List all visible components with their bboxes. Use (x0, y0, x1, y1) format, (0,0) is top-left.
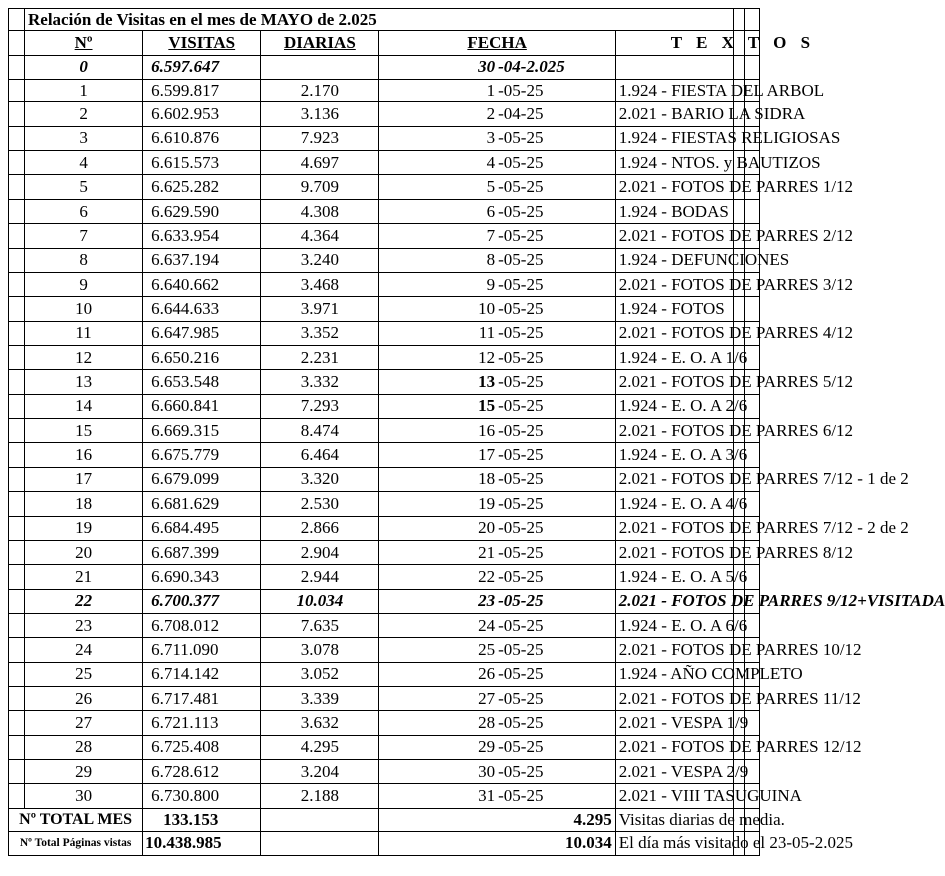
row-fecha: -05-25 (497, 662, 615, 686)
row-num: 13 (25, 370, 143, 394)
empty-cell (734, 199, 745, 223)
row-fecha: -05-25 (497, 175, 615, 199)
table-row (9, 613, 760, 637)
margin-cell (9, 443, 25, 467)
table-row (9, 151, 760, 175)
row-diarias: 3.339 (261, 687, 379, 711)
row-day: 24 (379, 613, 497, 637)
row-day: 20 (379, 516, 497, 540)
row-fecha: -05-25 (497, 443, 615, 467)
row-num: 2 (25, 102, 143, 126)
row-diarias: 3.352 (261, 321, 379, 345)
row-texto: 1.924 - BODAS (615, 199, 733, 223)
table-row (9, 394, 760, 418)
total-mes-row (9, 809, 760, 831)
row-diarias: 8.474 (261, 419, 379, 443)
row-fecha: -05-25 (497, 321, 615, 345)
row-visitas: 6.690.343 (143, 565, 261, 589)
row-visitas: 6.684.495 (143, 516, 261, 540)
margin-cell (9, 248, 25, 272)
row-texto: 2.021 - FOTOS DE PARRES 12/12 (615, 735, 733, 759)
margin-cell (9, 31, 25, 55)
row-texto: 1.924 - FIESTA DEL ARBOL (615, 80, 733, 102)
row-fecha: -04-25 (497, 102, 615, 126)
row-fecha: -05-25 (497, 467, 615, 491)
row-day: 28 (379, 711, 497, 735)
row-fecha: -05-25 (497, 151, 615, 175)
margin-cell (9, 565, 25, 589)
row-visitas: 6.640.662 (143, 272, 261, 296)
row-day: 23 (379, 589, 497, 613)
row-num: 20 (25, 540, 143, 564)
row-num: 28 (25, 735, 143, 759)
max-value: 10.034 (379, 831, 615, 855)
row-day: 8 (379, 248, 497, 272)
row-day: 21 (379, 540, 497, 564)
header-num: Nº (25, 31, 143, 55)
margin-cell (9, 516, 25, 540)
row-diarias: 2.530 (261, 492, 379, 516)
margin-cell (9, 297, 25, 321)
margin-cell (9, 711, 25, 735)
row-num: 19 (25, 516, 143, 540)
header-visitas: VISITAS (143, 31, 261, 55)
row-diarias: 9.709 (261, 175, 379, 199)
row-day: 1 (379, 80, 497, 102)
row-visitas: 6.714.142 (143, 662, 261, 686)
margin-cell (9, 735, 25, 759)
row-diarias: 3.332 (261, 370, 379, 394)
row-num: 12 (25, 346, 143, 370)
row-texto: 2.021 - FOTOS DE PARRES 11/12 (615, 687, 733, 711)
row-day: 15 (379, 394, 497, 418)
table-row (9, 492, 760, 516)
row-texto: 2.021 - FOTOS DE PARRES 1/12 (615, 175, 733, 199)
row-fecha: -05-25 (497, 516, 615, 540)
row-fecha: -05-25 (497, 540, 615, 564)
header-diarias: DIARIAS (261, 31, 379, 55)
header-textos: T E X T O S (615, 31, 733, 55)
row-visitas: 6.700.377 (143, 589, 261, 613)
margin-cell (9, 102, 25, 126)
row-num: 26 (25, 687, 143, 711)
margin-cell (9, 126, 25, 150)
empty-cell (734, 9, 745, 31)
row-num: 25 (25, 662, 143, 686)
table-row (9, 321, 760, 345)
row-visitas: 6.717.481 (143, 687, 261, 711)
row-day: 7 (379, 224, 497, 248)
row-num: 16 (25, 443, 143, 467)
row-visitas: 6.610.876 (143, 126, 261, 150)
table-row (9, 638, 760, 662)
row-visitas: 6.669.315 (143, 419, 261, 443)
row-day: 2 (379, 102, 497, 126)
row-texto: 2.021 - FOTOS DE PARRES 3/12 (615, 272, 733, 296)
row-fecha: -05-25 (497, 297, 615, 321)
row-texto: 2.021 - FOTOS DE PARRES 7/12 - 1 de 2 (615, 467, 733, 491)
row-texto: 1.924 - FIESTAS RELIGIOSAS (615, 126, 733, 150)
row-day: 10 (379, 297, 497, 321)
row-fecha: -05-25 (497, 613, 615, 637)
media-text: Visitas diarias de media. (615, 809, 733, 831)
row-num: 6 (25, 199, 143, 223)
table-row (9, 248, 760, 272)
row-texto: 1.924 - E. O. A 1/6 (615, 346, 733, 370)
row-fecha: -05-25 (497, 419, 615, 443)
row-visitas: 6.728.612 (143, 760, 261, 784)
table-row (9, 662, 760, 686)
row-texto: 2.021 - VESPA 1/9 (615, 711, 733, 735)
row-texto: 1.924 - AÑO COMPLETO (615, 662, 733, 686)
row-day: 11 (379, 321, 497, 345)
row-day: 4 (379, 151, 497, 175)
margin-cell (9, 784, 25, 809)
table-row (9, 516, 760, 540)
margin-cell (9, 662, 25, 686)
row-num: 15 (25, 419, 143, 443)
margin-cell (9, 321, 25, 345)
margin-cell (9, 589, 25, 613)
table-row (9, 175, 760, 199)
table-row (9, 687, 760, 711)
row-fecha: -05-25 (497, 370, 615, 394)
row-diarias: 7.293 (261, 394, 379, 418)
max-text: El día más visitado el 23-05-2.025 (615, 831, 733, 855)
header-row (9, 31, 760, 55)
row-day: 19 (379, 492, 497, 516)
margin-cell (9, 687, 25, 711)
row-diarias: 3.240 (261, 248, 379, 272)
row-fecha: -05-25 (497, 346, 615, 370)
row-diarias: 3.971 (261, 297, 379, 321)
table-row (9, 565, 760, 589)
table-row (9, 467, 760, 491)
row-num: 7 (25, 224, 143, 248)
row-day: 16 (379, 419, 497, 443)
margin-cell (9, 9, 25, 31)
row-diarias: 4.364 (261, 224, 379, 248)
row-visitas: 6.708.012 (143, 613, 261, 637)
row-day: 17 (379, 443, 497, 467)
row-num: 9 (25, 272, 143, 296)
row-diarias: 10.034 (261, 589, 379, 613)
row-num: 29 (25, 760, 143, 784)
row-diarias: 4.308 (261, 199, 379, 223)
row-texto: 2.021 - FOTOS DE PARRES 4/12 (615, 321, 733, 345)
margin-cell (9, 199, 25, 223)
row-diarias: 2.866 (261, 516, 379, 540)
margin-cell (9, 613, 25, 637)
paginas-value: 10.438.985 (143, 831, 261, 855)
row-fecha: -05-25 (497, 735, 615, 759)
row-day: 25 (379, 638, 497, 662)
row-num: 4 (25, 151, 143, 175)
row-diarias: 2.904 (261, 540, 379, 564)
row-day: 29 (379, 735, 497, 759)
header-fecha: FECHA (379, 31, 615, 55)
row-texto: 2.021 - VIII TASUGUINA (615, 784, 733, 809)
table-row (9, 784, 760, 809)
row-visitas: 6.660.841 (143, 394, 261, 418)
row-visitas: 6.675.779 (143, 443, 261, 467)
table-row (9, 735, 760, 759)
empty-cell (745, 9, 760, 31)
row-num: 0 (25, 55, 143, 79)
visits-table (8, 8, 945, 856)
row-fecha: -05-25 (497, 784, 615, 809)
row-texto: 1.924 - E. O. A 5/6 (615, 565, 733, 589)
table-row (9, 589, 760, 613)
margin-cell (9, 272, 25, 296)
table-row (9, 199, 760, 223)
empty-cell (745, 199, 760, 223)
row-texto: 2.021 - BARIO LA SIDRA (615, 102, 733, 126)
row-fecha: -04-2.025 (497, 55, 615, 79)
row-diarias: 2.944 (261, 565, 379, 589)
row-texto: 1.924 - FOTOS (615, 297, 733, 321)
table-row (9, 711, 760, 735)
row-visitas: 6.687.399 (143, 540, 261, 564)
row-visitas: 6.599.817 (143, 80, 261, 102)
row-diarias: 2.231 (261, 346, 379, 370)
row-texto: 2.021 - FOTOS DE PARRES 7/12 - 2 de 2 (615, 516, 733, 540)
row-visitas: 6.637.194 (143, 248, 261, 272)
row-visitas: 6.679.099 (143, 467, 261, 491)
total-mes-label: Nº TOTAL MES (9, 809, 143, 831)
row-fecha: -05-25 (497, 80, 615, 102)
row-day: 30 (379, 760, 497, 784)
row-texto: 1.924 - DEFUNCIONES (615, 248, 733, 272)
row-num: 22 (25, 589, 143, 613)
row-num: 30 (25, 784, 143, 809)
empty-cell (745, 297, 760, 321)
row-day: 9 (379, 272, 497, 296)
row-visitas: 6.681.629 (143, 492, 261, 516)
row-day: 18 (379, 467, 497, 491)
row-fecha: -05-25 (497, 126, 615, 150)
row-num: 24 (25, 638, 143, 662)
row-num: 27 (25, 711, 143, 735)
row-num: 21 (25, 565, 143, 589)
sheet-title: Relación de Visitas en el mes de MAYO de 2.025 (25, 9, 734, 31)
margin-cell (9, 638, 25, 662)
row-visitas: 6.644.633 (143, 297, 261, 321)
row-texto (615, 55, 733, 79)
paginas-row (9, 831, 760, 855)
row-texto: 2.021 - FOTOS DE PARRES 6/12 (615, 419, 733, 443)
row-fecha: -05-25 (497, 638, 615, 662)
row-diarias: 4.697 (261, 151, 379, 175)
row-diarias: 2.170 (261, 80, 379, 102)
row-fecha: -05-25 (497, 224, 615, 248)
row-fecha: -05-25 (497, 565, 615, 589)
row-texto: 1.924 - NTOS. y BAUTIZOS (615, 151, 733, 175)
row-fecha: -05-25 (497, 492, 615, 516)
row-visitas: 6.730.800 (143, 784, 261, 809)
row-diarias: 7.635 (261, 613, 379, 637)
margin-cell (9, 492, 25, 516)
row-num: 10 (25, 297, 143, 321)
row-day: 3 (379, 126, 497, 150)
row-texto: 2.021 - VESPA 2/9 (615, 760, 733, 784)
row-diarias: 6.464 (261, 443, 379, 467)
row-diarias: 3.052 (261, 662, 379, 686)
row-diarias: 7.923 (261, 126, 379, 150)
row-texto: 1.924 - E. O. A 2/6 (615, 394, 733, 418)
empty-cell (261, 831, 379, 855)
row-day: 22 (379, 565, 497, 589)
row-visitas: 6.602.953 (143, 102, 261, 126)
row-fecha: -05-25 (497, 687, 615, 711)
table-row (9, 419, 760, 443)
row-texto: 2.021 - FOTOS DE PARRES 2/12 (615, 224, 733, 248)
table-row (9, 297, 760, 321)
margin-cell (9, 80, 25, 102)
title-row (9, 9, 760, 31)
margin-cell (9, 55, 25, 79)
row-day: 12 (379, 346, 497, 370)
row-diarias: 4.295 (261, 735, 379, 759)
row-texto: 1.924 - E. O. A 6/6 (615, 613, 733, 637)
media-value: 4.295 (379, 809, 615, 831)
table-row (9, 126, 760, 150)
row-fecha: -05-25 (497, 394, 615, 418)
row-diarias: 3.136 (261, 102, 379, 126)
row-fecha: -05-25 (497, 248, 615, 272)
table-row (9, 224, 760, 248)
row-num: 5 (25, 175, 143, 199)
margin-cell (9, 540, 25, 564)
margin-cell (9, 175, 25, 199)
margin-cell (9, 419, 25, 443)
row-diarias: 3.632 (261, 711, 379, 735)
empty-cell (745, 55, 760, 79)
row-day: 31 (379, 784, 497, 809)
row-texto: 1.924 - E. O. A 4/6 (615, 492, 733, 516)
table-row (9, 80, 760, 102)
row-diarias (261, 55, 379, 79)
row-visitas: 6.629.590 (143, 199, 261, 223)
table-row (9, 760, 760, 784)
row-visitas: 6.725.408 (143, 735, 261, 759)
table-row-start (9, 55, 760, 79)
row-diarias: 3.078 (261, 638, 379, 662)
row-visitas: 6.647.985 (143, 321, 261, 345)
margin-cell (9, 370, 25, 394)
table-row (9, 272, 760, 296)
row-day: 26 (379, 662, 497, 686)
row-visitas: 6.615.573 (143, 151, 261, 175)
empty-cell (734, 55, 745, 79)
row-day: 13 (379, 370, 497, 394)
row-fecha: -05-25 (497, 760, 615, 784)
table-row (9, 370, 760, 394)
row-diarias: 2.188 (261, 784, 379, 809)
paginas-label: Nº Total Páginas vistas (9, 831, 143, 855)
table-row (9, 102, 760, 126)
table-row (9, 540, 760, 564)
margin-cell (9, 346, 25, 370)
row-texto: 1.924 - E. O. A 3/6 (615, 443, 733, 467)
empty-cell (734, 297, 745, 321)
row-day: 27 (379, 687, 497, 711)
empty-cell (261, 809, 379, 831)
row-num: 3 (25, 126, 143, 150)
row-visitas: 6.721.113 (143, 711, 261, 735)
margin-cell (9, 224, 25, 248)
row-visitas: 6.650.216 (143, 346, 261, 370)
row-diarias: 3.320 (261, 467, 379, 491)
row-num: 18 (25, 492, 143, 516)
margin-cell (9, 467, 25, 491)
row-fecha: -05-25 (497, 711, 615, 735)
table-row (9, 346, 760, 370)
row-diarias: 3.468 (261, 272, 379, 296)
row-fecha: -05-25 (497, 589, 615, 613)
row-num: 17 (25, 467, 143, 491)
row-texto: 2.021 - FOTOS DE PARRES 9/12+VISITADA (615, 589, 733, 613)
row-fecha: -05-25 (497, 272, 615, 296)
margin-cell (9, 394, 25, 418)
table-row (9, 443, 760, 467)
row-num: 11 (25, 321, 143, 345)
row-num: 8 (25, 248, 143, 272)
margin-cell (9, 151, 25, 175)
row-texto: 2.021 - FOTOS DE PARRES 5/12 (615, 370, 733, 394)
row-texto: 2.021 - FOTOS DE PARRES 8/12 (615, 540, 733, 564)
row-texto: 2.021 - FOTOS DE PARRES 10/12 (615, 638, 733, 662)
row-visitas: 6.625.282 (143, 175, 261, 199)
row-num: 14 (25, 394, 143, 418)
row-visitas: 6.653.548 (143, 370, 261, 394)
row-day: 5 (379, 175, 497, 199)
row-diarias: 3.204 (261, 760, 379, 784)
row-day: 6 (379, 199, 497, 223)
row-visitas: 6.711.090 (143, 638, 261, 662)
row-fecha: -05-25 (497, 199, 615, 223)
row-num: 1 (25, 80, 143, 102)
row-day: 30 (379, 55, 497, 79)
row-num: 23 (25, 613, 143, 637)
total-mes-value: 133.153 (143, 809, 261, 831)
row-visitas: 6.633.954 (143, 224, 261, 248)
margin-cell (9, 760, 25, 784)
row-visitas: 6.597.647 (143, 55, 261, 79)
